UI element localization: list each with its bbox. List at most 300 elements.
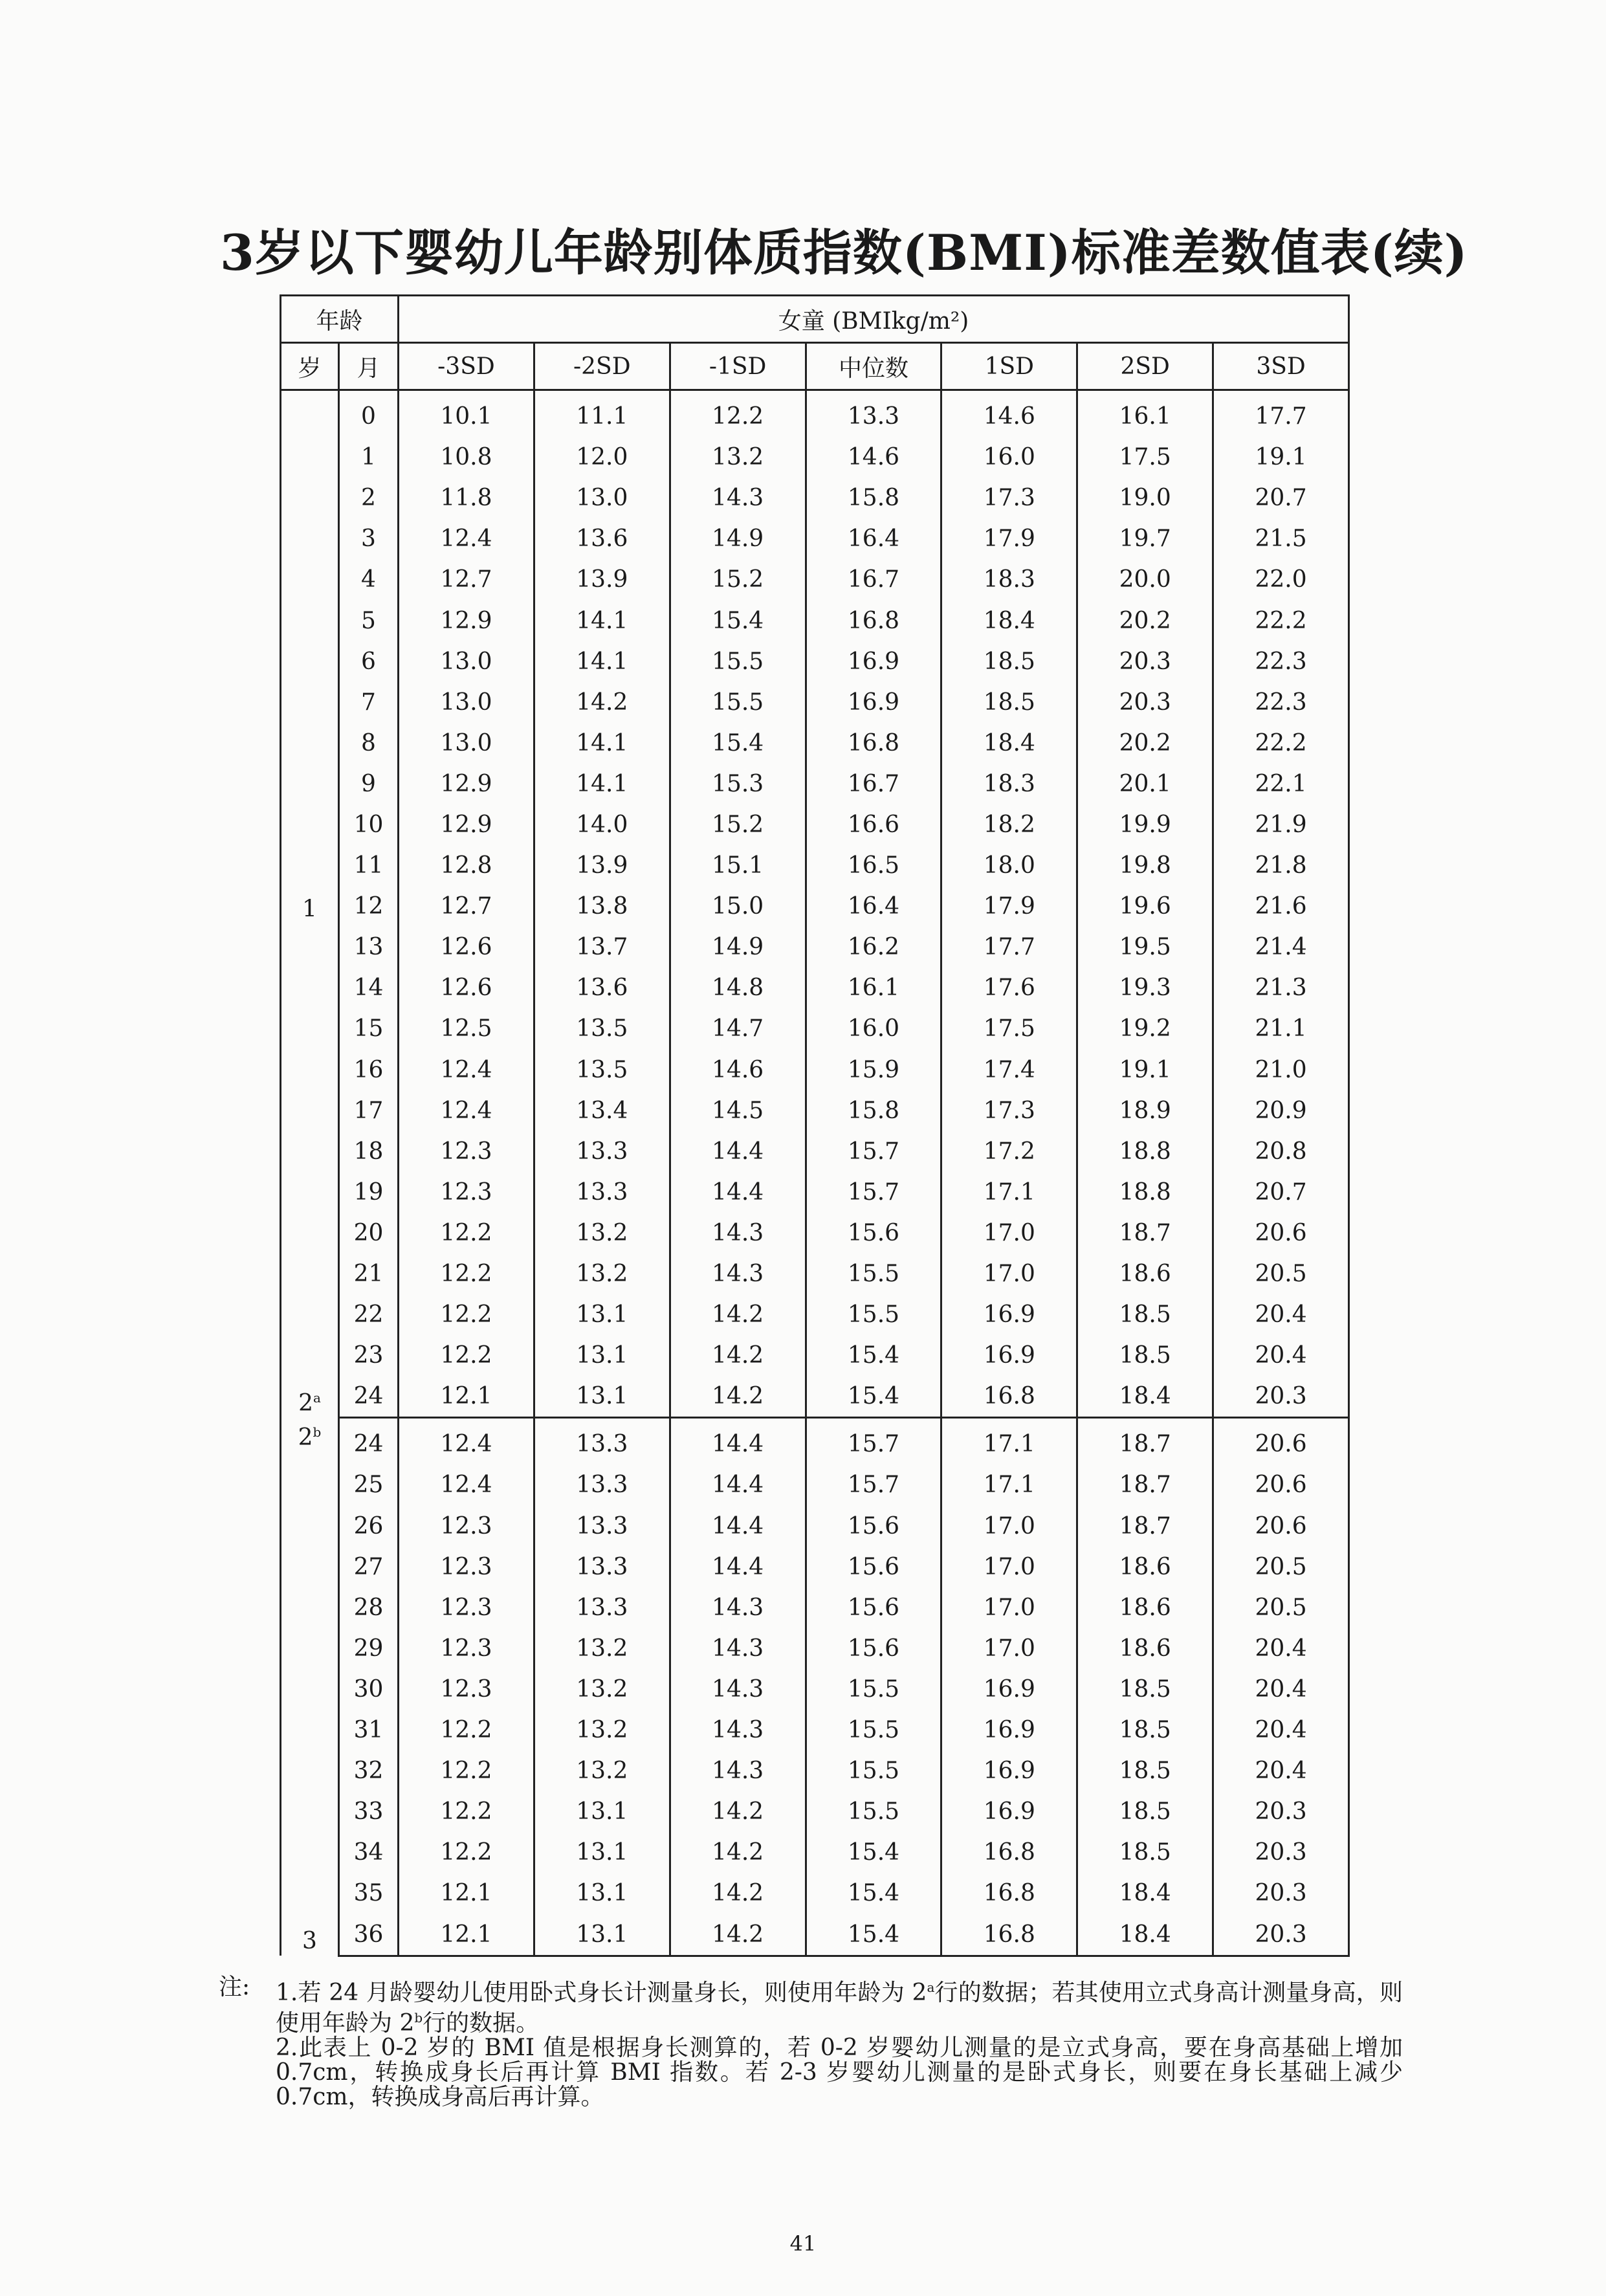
- value-cell: 14.0: [534, 804, 670, 845]
- table-row: [281, 1008, 1349, 1049]
- value-cell: 14.3: [670, 478, 806, 518]
- value-cell: 17.3: [941, 478, 1077, 518]
- value-cell: 19.7: [1077, 518, 1213, 559]
- month-cell: 27: [339, 1547, 399, 1587]
- value-cell: 12.9: [399, 804, 534, 845]
- value-cell: 18.3: [941, 764, 1077, 804]
- month-cell: 13: [339, 927, 399, 967]
- month-cell: 20: [339, 1213, 399, 1253]
- value-cell: 14.6: [670, 1050, 806, 1090]
- month-cell: 32: [339, 1750, 399, 1791]
- value-cell: 14.4: [670, 1464, 806, 1505]
- value-cell: 18.7: [1077, 1213, 1213, 1253]
- value-cell: 12.4: [399, 518, 534, 559]
- month-cell: 3: [339, 518, 399, 559]
- table-row: [281, 1294, 1349, 1335]
- value-cell: 14.4: [670, 1418, 806, 1465]
- age-cell-0-24: [281, 390, 339, 1418]
- value-cell: 15.5: [806, 1791, 941, 1832]
- value-cell: 12.3: [399, 1131, 534, 1172]
- value-cell: 16.8: [806, 600, 941, 641]
- month-cell: 16: [339, 1050, 399, 1090]
- value-cell: 20.6: [1213, 1464, 1349, 1505]
- note-2: 2.此表上 0-2 岁的 BMI 值是根据身长测算的，若 0-2 岁婴幼儿测量的是立式身高，要在身高基础上增加 0.7cm，转换成身长后再计算 BMI 指数。若 2-3 岁婴幼儿测量的是卧式身长，则要在身长基础上减少 0.7cm，转换成身高后再计算。: [276, 2035, 1403, 2110]
- table-row: [281, 1464, 1349, 1505]
- page-title: 3岁以下婴幼儿年龄别体质指数(BMI)标准差数值表(续): [220, 224, 1468, 281]
- value-cell: 20.4: [1213, 1335, 1349, 1376]
- value-cell: 13.3: [534, 1131, 670, 1172]
- table-row: [281, 1253, 1349, 1294]
- value-cell: 13.6: [534, 518, 670, 559]
- age-header: 年龄: [281, 296, 399, 343]
- month-header: 月: [339, 343, 399, 390]
- value-cell: 12.4: [399, 1050, 534, 1090]
- value-cell: 12.4: [399, 1418, 534, 1465]
- table-row: [281, 1873, 1349, 1914]
- month-cell: 7: [339, 682, 399, 723]
- value-cell: 20.1: [1077, 764, 1213, 804]
- value-cell: 15.5: [670, 682, 806, 723]
- value-cell: 12.1: [399, 1914, 534, 1956]
- value-cell: 19.1: [1213, 437, 1349, 478]
- table-row: [281, 1914, 1349, 1956]
- value-cell: 12.1: [399, 1376, 534, 1418]
- table-row: [281, 927, 1349, 967]
- age-label-2a: 2$^a$: [298, 1389, 321, 1417]
- month-cell: 24: [339, 1418, 399, 1465]
- value-cell: 19.1: [1077, 1050, 1213, 1090]
- value-cell: 12.7: [399, 559, 534, 600]
- value-cell: 13.1: [534, 1376, 670, 1418]
- value-cell: 16.9: [941, 1710, 1077, 1750]
- value-cell: 17.6: [941, 967, 1077, 1008]
- value-cell: 13.3: [534, 1587, 670, 1628]
- value-cell: 20.6: [1213, 1213, 1349, 1253]
- table-row: [281, 1832, 1349, 1873]
- value-cell: 12.7: [399, 886, 534, 927]
- value-cell: 16.1: [806, 967, 941, 1008]
- month-cell: 1: [339, 437, 399, 478]
- table-row: [281, 641, 1349, 682]
- table-row: [281, 1750, 1349, 1791]
- table-row: [281, 1172, 1349, 1213]
- value-cell: 20.0: [1077, 559, 1213, 600]
- value-cell: 14.3: [670, 1213, 806, 1253]
- value-cell: 17.0: [941, 1253, 1077, 1294]
- month-cell: 31: [339, 1710, 399, 1750]
- value-cell: 15.8: [806, 1090, 941, 1131]
- table-row: [281, 1506, 1349, 1547]
- col-header-minus3sd: -3SD: [399, 343, 534, 390]
- value-cell: 20.3: [1077, 641, 1213, 682]
- col-header-median: 中位数: [806, 343, 941, 390]
- table-row: [281, 1376, 1349, 1418]
- value-cell: 14.4: [670, 1506, 806, 1547]
- value-cell: 12.8: [399, 845, 534, 886]
- value-cell: 13.2: [534, 1750, 670, 1791]
- value-cell: 14.3: [670, 1628, 806, 1669]
- value-cell: 16.9: [806, 682, 941, 723]
- value-cell: 15.5: [806, 1253, 941, 1294]
- month-cell: 22: [339, 1294, 399, 1335]
- value-cell: 18.7: [1077, 1418, 1213, 1465]
- value-cell: 12.2: [399, 1253, 534, 1294]
- value-cell: 14.6: [806, 437, 941, 478]
- value-cell: 12.2: [399, 1335, 534, 1376]
- value-cell: 14.3: [670, 1669, 806, 1710]
- value-cell: 15.3: [670, 764, 806, 804]
- value-cell: 21.8: [1213, 845, 1349, 886]
- value-cell: 19.3: [1077, 967, 1213, 1008]
- table-row: [281, 1791, 1349, 1832]
- value-cell: 15.7: [806, 1464, 941, 1505]
- month-cell: 35: [339, 1873, 399, 1914]
- value-cell: 16.9: [941, 1750, 1077, 1791]
- value-cell: 13.1: [534, 1294, 670, 1335]
- value-cell: 13.3: [534, 1172, 670, 1213]
- value-cell: 12.3: [399, 1628, 534, 1669]
- value-cell: 16.0: [806, 1008, 941, 1049]
- value-cell: 13.2: [534, 1213, 670, 1253]
- value-cell: 21.5: [1213, 518, 1349, 559]
- value-cell: 20.3: [1077, 682, 1213, 723]
- value-cell: 17.0: [941, 1628, 1077, 1669]
- value-cell: 11.1: [534, 390, 670, 437]
- month-cell: 34: [339, 1832, 399, 1873]
- value-cell: 18.9: [1077, 1090, 1213, 1131]
- value-cell: 16.8: [941, 1832, 1077, 1873]
- value-cell: 16.4: [806, 518, 941, 559]
- value-cell: 18.5: [941, 641, 1077, 682]
- value-cell: 20.7: [1213, 478, 1349, 518]
- value-cell: 14.2: [670, 1335, 806, 1376]
- value-cell: 13.4: [534, 1090, 670, 1131]
- value-cell: 20.3: [1213, 1791, 1349, 1832]
- value-cell: 13.0: [399, 682, 534, 723]
- value-cell: 20.4: [1213, 1628, 1349, 1669]
- value-cell: 20.7: [1213, 1172, 1349, 1213]
- month-cell: 0: [339, 390, 399, 437]
- value-cell: 18.6: [1077, 1253, 1213, 1294]
- value-cell: 15.7: [806, 1172, 941, 1213]
- value-cell: 13.3: [806, 390, 941, 437]
- note-1: 1.若 24 月龄婴幼儿使用卧式身长计测量身长，则使用年龄为 2$^a$行的数据；若其使用立式身高计测量身高，则使用年龄为 2$^b$行的数据。: [276, 1980, 1403, 2037]
- month-cell: 33: [339, 1791, 399, 1832]
- value-cell: 16.6: [806, 804, 941, 845]
- table-block-24-36: [281, 1418, 1349, 1956]
- value-cell: 16.1: [1077, 390, 1213, 437]
- value-cell: 16.8: [941, 1376, 1077, 1418]
- value-cell: 17.7: [1213, 390, 1349, 437]
- table-row: [281, 437, 1349, 478]
- value-cell: 16.2: [806, 927, 941, 967]
- value-cell: 16.9: [941, 1294, 1077, 1335]
- value-cell: 17.4: [941, 1050, 1077, 1090]
- value-cell: 12.3: [399, 1547, 534, 1587]
- value-cell: 18.4: [941, 600, 1077, 641]
- value-cell: 19.2: [1077, 1008, 1213, 1049]
- value-cell: 16.9: [941, 1335, 1077, 1376]
- value-cell: 13.2: [534, 1710, 670, 1750]
- value-cell: 14.2: [670, 1873, 806, 1914]
- value-cell: 18.4: [1077, 1873, 1213, 1914]
- value-cell: 14.2: [670, 1832, 806, 1873]
- month-cell: 19: [339, 1172, 399, 1213]
- value-cell: 17.9: [941, 518, 1077, 559]
- value-cell: 18.8: [1077, 1131, 1213, 1172]
- value-cell: 18.7: [1077, 1506, 1213, 1547]
- month-cell: 9: [339, 764, 399, 804]
- value-cell: 15.4: [806, 1335, 941, 1376]
- col-header-3sd: 3SD: [1213, 343, 1349, 390]
- value-cell: 15.2: [670, 804, 806, 845]
- value-cell: 12.3: [399, 1669, 534, 1710]
- value-cell: 18.5: [1077, 1294, 1213, 1335]
- year-header: 岁: [281, 343, 339, 390]
- value-cell: 12.5: [399, 1008, 534, 1049]
- value-cell: 18.6: [1077, 1628, 1213, 1669]
- value-cell: 16.4: [806, 886, 941, 927]
- value-cell: 13.3: [534, 1506, 670, 1547]
- value-cell: 18.5: [1077, 1710, 1213, 1750]
- value-cell: 20.3: [1213, 1832, 1349, 1873]
- value-cell: 12.2: [399, 1294, 534, 1335]
- value-cell: 15.2: [670, 559, 806, 600]
- value-cell: 16.9: [941, 1791, 1077, 1832]
- value-cell: 17.2: [941, 1131, 1077, 1172]
- table-block-0-24: [281, 390, 1349, 1418]
- value-cell: 22.3: [1213, 641, 1349, 682]
- table-row: [281, 478, 1349, 518]
- notes: [219, 1975, 1403, 2110]
- value-cell: 13.9: [534, 559, 670, 600]
- col-header-1sd: 1SD: [941, 343, 1077, 390]
- value-cell: 13.8: [534, 886, 670, 927]
- value-cell: 14.4: [670, 1131, 806, 1172]
- table-row: [281, 886, 1349, 927]
- value-cell: 18.5: [1077, 1750, 1213, 1791]
- value-cell: 17.0: [941, 1547, 1077, 1587]
- value-cell: 14.4: [670, 1172, 806, 1213]
- value-cell: 18.4: [941, 723, 1077, 764]
- value-cell: 13.2: [534, 1628, 670, 1669]
- value-cell: 21.9: [1213, 804, 1349, 845]
- value-cell: 15.6: [806, 1587, 941, 1628]
- value-cell: 17.0: [941, 1506, 1077, 1547]
- value-cell: 15.7: [806, 1131, 941, 1172]
- value-cell: 14.4: [670, 1547, 806, 1587]
- month-cell: 36: [339, 1914, 399, 1956]
- value-cell: 20.6: [1213, 1418, 1349, 1465]
- value-cell: 12.2: [399, 1213, 534, 1253]
- value-cell: 15.4: [806, 1914, 941, 1956]
- value-cell: 13.7: [534, 927, 670, 967]
- month-cell: 24: [339, 1376, 399, 1418]
- month-cell: 17: [339, 1090, 399, 1131]
- value-cell: 15.5: [806, 1710, 941, 1750]
- value-cell: 14.3: [670, 1710, 806, 1750]
- value-cell: 12.3: [399, 1506, 534, 1547]
- table-row: [281, 1131, 1349, 1172]
- value-cell: 21.4: [1213, 927, 1349, 967]
- value-cell: 12.1: [399, 1873, 534, 1914]
- value-cell: 18.6: [1077, 1547, 1213, 1587]
- table-row: [281, 845, 1349, 886]
- value-cell: 20.5: [1213, 1587, 1349, 1628]
- month-cell: 4: [339, 559, 399, 600]
- value-cell: 22.2: [1213, 723, 1349, 764]
- value-cell: 17.5: [1077, 437, 1213, 478]
- value-cell: 12.9: [399, 600, 534, 641]
- value-cell: 13.0: [534, 478, 670, 518]
- month-cell: 30: [339, 1669, 399, 1710]
- value-cell: 20.8: [1213, 1131, 1349, 1172]
- value-cell: 20.4: [1213, 1750, 1349, 1791]
- month-cell: 5: [339, 600, 399, 641]
- value-cell: 14.2: [670, 1914, 806, 1956]
- value-cell: 11.8: [399, 478, 534, 518]
- value-cell: 12.3: [399, 1172, 534, 1213]
- value-cell: 21.6: [1213, 886, 1349, 927]
- value-cell: 18.4: [1077, 1376, 1213, 1418]
- month-cell: 6: [339, 641, 399, 682]
- month-cell: 15: [339, 1008, 399, 1049]
- table-row: [281, 764, 1349, 804]
- value-cell: 14.3: [670, 1750, 806, 1791]
- age-label-3: 3: [302, 1928, 317, 1955]
- value-cell: 13.1: [534, 1335, 670, 1376]
- month-cell: 10: [339, 804, 399, 845]
- header-row-1: [281, 296, 1349, 343]
- value-cell: 18.5: [1077, 1832, 1213, 1873]
- value-cell: 15.5: [806, 1750, 941, 1791]
- value-cell: 14.8: [670, 967, 806, 1008]
- value-cell: 12.3: [399, 1587, 534, 1628]
- value-cell: 19.9: [1077, 804, 1213, 845]
- value-cell: 14.7: [670, 1008, 806, 1049]
- value-cell: 22.2: [1213, 600, 1349, 641]
- value-cell: 17.9: [941, 886, 1077, 927]
- value-cell: 16.8: [806, 723, 941, 764]
- value-cell: 20.5: [1213, 1547, 1349, 1587]
- value-cell: 15.5: [806, 1669, 941, 1710]
- month-cell: 25: [339, 1464, 399, 1505]
- value-cell: 17.5: [941, 1008, 1077, 1049]
- col-header-minus2sd: -2SD: [534, 343, 670, 390]
- value-cell: 20.3: [1213, 1873, 1349, 1914]
- value-cell: 16.5: [806, 845, 941, 886]
- value-cell: 12.2: [399, 1750, 534, 1791]
- value-cell: 14.2: [670, 1376, 806, 1418]
- value-cell: 14.3: [670, 1253, 806, 1294]
- table-row: [281, 1418, 1349, 1465]
- value-cell: 18.8: [1077, 1172, 1213, 1213]
- value-cell: 14.9: [670, 518, 806, 559]
- value-cell: 22.0: [1213, 559, 1349, 600]
- value-cell: 14.2: [534, 682, 670, 723]
- value-cell: 13.9: [534, 845, 670, 886]
- value-cell: 13.1: [534, 1832, 670, 1873]
- group-header: 女童 (BMIkg/m²): [399, 296, 1349, 343]
- month-cell: 8: [339, 723, 399, 764]
- value-cell: 15.0: [670, 886, 806, 927]
- value-cell: 16.7: [806, 764, 941, 804]
- value-cell: 22.3: [1213, 682, 1349, 723]
- table-row: [281, 600, 1349, 641]
- value-cell: 20.5: [1213, 1253, 1349, 1294]
- month-cell: 29: [339, 1628, 399, 1669]
- value-cell: 15.6: [806, 1628, 941, 1669]
- value-cell: 16.8: [941, 1914, 1077, 1956]
- value-cell: 14.1: [534, 723, 670, 764]
- table-row: [281, 682, 1349, 723]
- value-cell: 18.7: [1077, 1464, 1213, 1505]
- value-cell: 14.1: [534, 600, 670, 641]
- value-cell: 15.4: [670, 600, 806, 641]
- month-cell: 14: [339, 967, 399, 1008]
- value-cell: 18.2: [941, 804, 1077, 845]
- value-cell: 15.8: [806, 478, 941, 518]
- table-row: [281, 723, 1349, 764]
- value-cell: 14.9: [670, 927, 806, 967]
- value-cell: 13.2: [534, 1669, 670, 1710]
- col-header-minus1sd: -1SD: [670, 343, 806, 390]
- value-cell: 18.6: [1077, 1587, 1213, 1628]
- table-row: [281, 967, 1349, 1008]
- value-cell: 20.4: [1213, 1294, 1349, 1335]
- value-cell: 14.2: [670, 1791, 806, 1832]
- value-cell: 13.1: [534, 1791, 670, 1832]
- value-cell: 16.0: [941, 437, 1077, 478]
- value-cell: 19.6: [1077, 886, 1213, 927]
- value-cell: 15.4: [670, 723, 806, 764]
- value-cell: 16.9: [806, 641, 941, 682]
- value-cell: 12.6: [399, 927, 534, 967]
- header-row-2: [281, 343, 1349, 390]
- value-cell: 12.0: [534, 437, 670, 478]
- value-cell: 14.1: [534, 641, 670, 682]
- table-row: [281, 1050, 1349, 1090]
- value-cell: 12.9: [399, 764, 534, 804]
- value-cell: 19.8: [1077, 845, 1213, 886]
- table-row: [281, 559, 1349, 600]
- table-row: [281, 518, 1349, 559]
- value-cell: 21.1: [1213, 1008, 1349, 1049]
- value-cell: 13.3: [534, 1418, 670, 1465]
- value-cell: 20.6: [1213, 1506, 1349, 1547]
- value-cell: 16.7: [806, 559, 941, 600]
- value-cell: 13.1: [534, 1873, 670, 1914]
- value-cell: 15.4: [806, 1376, 941, 1418]
- table-row: [281, 1547, 1349, 1587]
- value-cell: 15.4: [806, 1873, 941, 1914]
- value-cell: 17.0: [941, 1213, 1077, 1253]
- table-row: [281, 1710, 1349, 1750]
- value-cell: 15.5: [670, 641, 806, 682]
- value-cell: 10.1: [399, 390, 534, 437]
- value-cell: 19.5: [1077, 927, 1213, 967]
- value-cell: 15.9: [806, 1050, 941, 1090]
- table-row: [281, 390, 1349, 437]
- value-cell: 16.8: [941, 1873, 1077, 1914]
- value-cell: 13.5: [534, 1050, 670, 1090]
- notes-label: 注:: [219, 1974, 250, 2000]
- value-cell: 19.0: [1077, 478, 1213, 518]
- value-cell: 21.0: [1213, 1050, 1349, 1090]
- value-cell: 18.5: [941, 682, 1077, 723]
- value-cell: 13.2: [534, 1253, 670, 1294]
- value-cell: 17.3: [941, 1090, 1077, 1131]
